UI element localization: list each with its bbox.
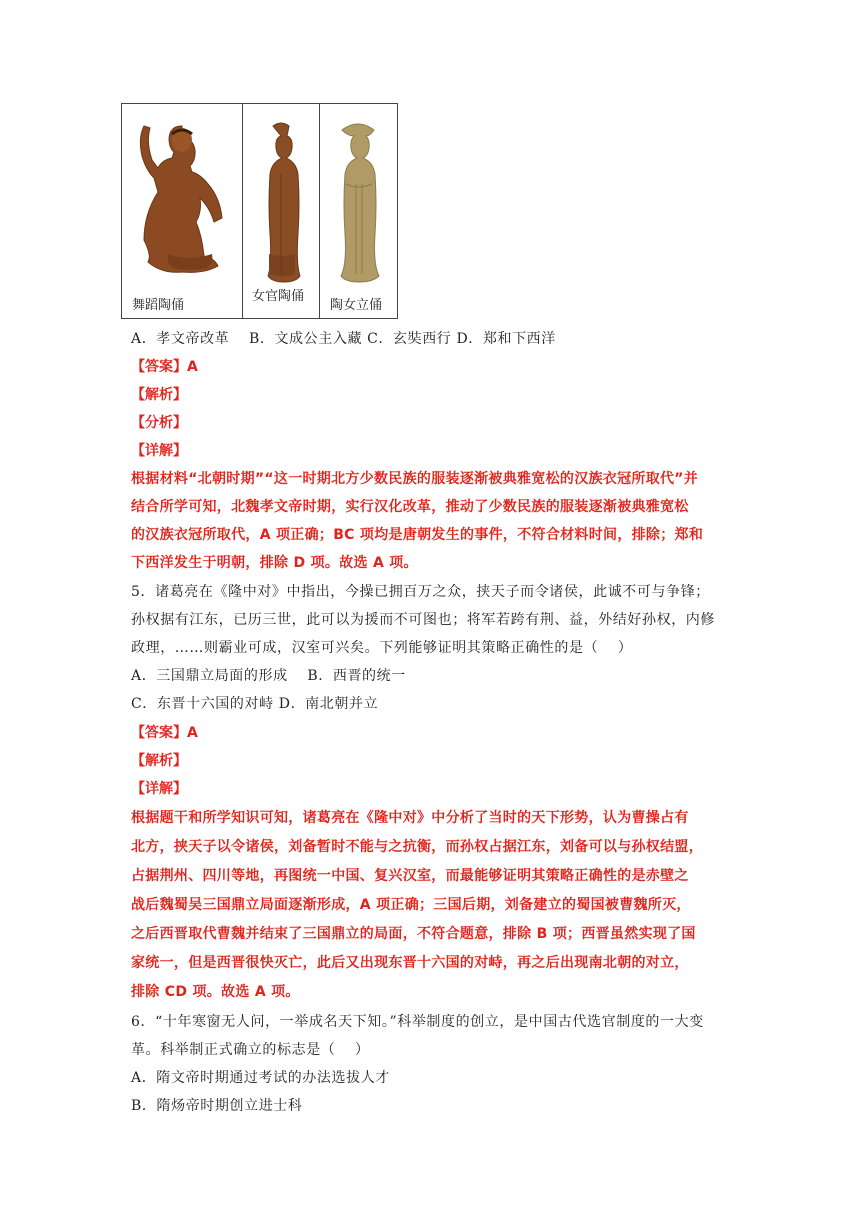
q5-detail-line-3: 占据荆州、四川等地，再图统一中国、复兴汉室，而最能够证明其策略正确性的是赤壁之	[131, 868, 689, 884]
q5-detail-line-2: 北方，挟天子以令诸侯，刘备暂时不能与之抗衡，而孙权占据江东，刘备可以与孙权结盟，	[131, 839, 703, 855]
q5-detail-line-7: 排除 CD 项。故选 A 项。	[131, 984, 300, 1000]
q5-analysis-label: 【解析】	[131, 753, 187, 769]
q4-detail-line-1: 根据材料“北朝时期”“这一时期北方少数民族的服装逐渐被典雅宽松的汉族衣冠所取代”并	[131, 471, 699, 487]
q6-option-b: B．隋炀帝时期创立进士科	[131, 1098, 303, 1114]
q4-detail-line-3: 的汉族衣冠所取代，A 项正确；BC 项均是唐朝发生的事件，不符合材料时间，排除；郑和	[131, 527, 704, 543]
q5-detail-line-4: 战后魏蜀吴三国鼎立局面逐渐形成，A 项正确；三国后期，刘备建立的蜀国被曹魏所灭，	[131, 897, 691, 913]
q4-answer: 【答案】A	[131, 359, 198, 375]
dancing-figurine-image	[122, 104, 242, 320]
q4-detail-label: 【详解】	[131, 443, 187, 459]
q6-option-a: A．隋文帝时期通过考试的办法选拔人才	[131, 1070, 390, 1086]
q4-detail-line-4: 下西洋发生于明朝，排除 D 项。故选 A 项。	[131, 555, 418, 571]
caption-dancing-figurine: 舞蹈陶俑	[132, 298, 185, 313]
q5-options-line-2: C．东晋十六国的对峙 D．南北朝并立	[131, 696, 379, 712]
q5-detail-line-5: 之后西晋取代曹魏并结束了三国鼎立的局面，不符合题意，排除 B 项；西晋虽然实现了国	[131, 926, 696, 942]
q4-options: A．孝文帝改革 B．文成公主入藏 C．玄奘西行 D．郑和下西洋	[131, 331, 556, 347]
q5-stem-line-1: 5．诸葛亮在《隆中对》中指出，今操已拥百万之众，挟天子而令诸侯，此诚不可与争锋；	[131, 584, 710, 600]
figure-cell-female-official-figurine	[242, 104, 319, 318]
q4-analysis-label: 【解析】	[131, 387, 187, 403]
q4-detail-line-2: 结合所学可知，北魏孝文帝时期，实行汉化改革，推动了少数民族的服装逐渐被典雅宽松	[131, 499, 689, 515]
figure-cell-standing-female-figurine	[319, 104, 397, 318]
standing-female-figurine-image	[320, 104, 398, 320]
q5-detail-line-1: 根据题干和所学知识可知，诸葛亮在《隆中对》中分析了当时的天下形势，认为曹操占有	[131, 810, 689, 826]
q6-stem-line-2: 革。科举制正式确立的标志是（ ）	[131, 1042, 370, 1058]
q5-answer: 【答案】A	[131, 725, 198, 741]
q5-detail-label: 【详解】	[131, 781, 187, 797]
figure-cell-dancing-figurine	[122, 104, 242, 318]
q6-stem-line-1: 6．“十年寒窗无人问，一举成名天下知。”科举制度的创立，是中国古代选官制度的一大变	[131, 1014, 704, 1030]
caption-female-official-figurine: 女官陶俑	[252, 289, 305, 304]
caption-standing-female-figurine: 陶女立俑	[330, 298, 383, 313]
q5-stem-line-2: 孙权据有江东，已历三世，此可以为援而不可图也；将军若跨有荆、益，外结好孙权，内修	[131, 612, 715, 628]
q5-options-line-1: A．三国鼎立局面的形成 B．西晋的统一	[131, 668, 406, 684]
figurine-figure-table	[121, 103, 398, 319]
q5-detail-line-6: 家统一，但是西晋很快灭亡，此后又出现东晋十六国的对峙，再之后出现南北朝的对立，	[131, 955, 689, 971]
q5-stem-line-3: 政理，……则霸业可成，汉室可兴矣。下列能够证明其策略正确性的是（ ）	[131, 640, 633, 656]
q4-fenxi-label: 【分析】	[131, 415, 187, 431]
